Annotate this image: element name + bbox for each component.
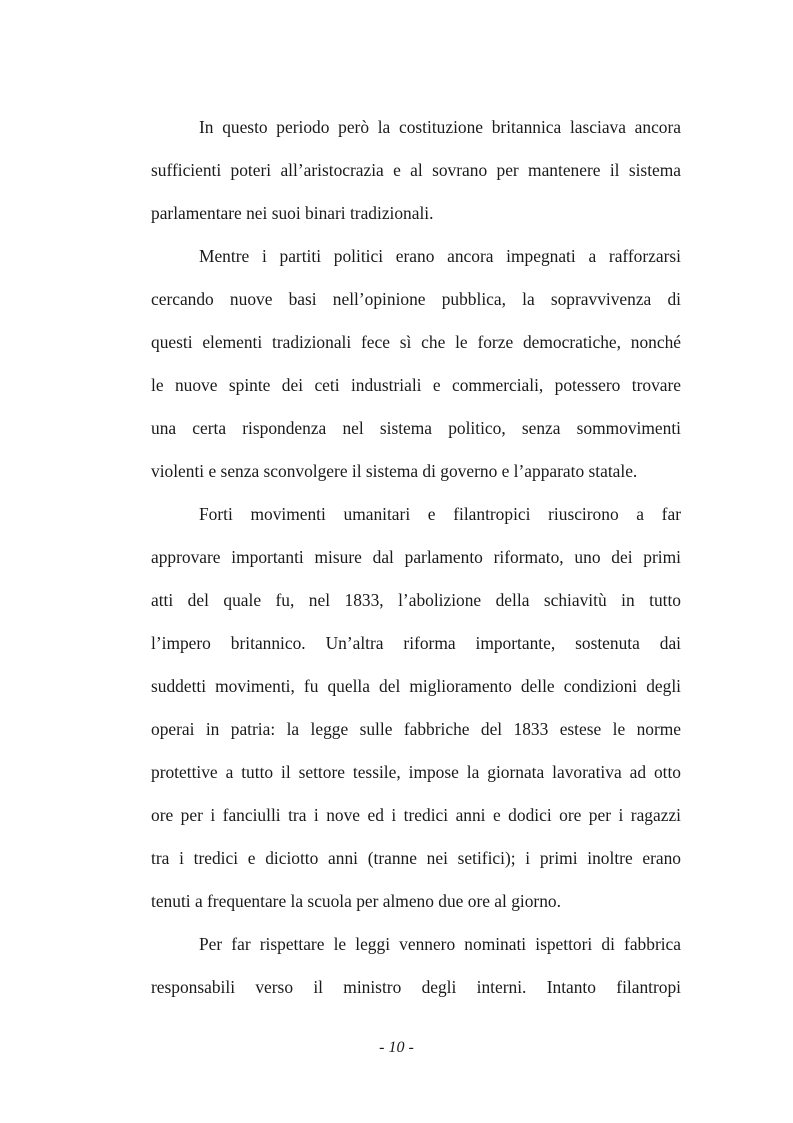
paragraph-3-line-7: protettive a tutto il settore tessile, impose la giornata lavorativa ad otto (151, 762, 681, 782)
paragraph-3-line-8: ore per i fanciulli tra i nove ed i tredici anni e dodici ore per i ragazzi (151, 805, 681, 825)
paragraph-3-line-3: atti del quale fu, nel 1833, l’abolizione della schiavitù in tutto (151, 590, 681, 610)
paragraph-2-line-3: questi elementi tradizionali fece sì che le forze democratiche, nonché (151, 332, 681, 352)
paragraph-2-line-2: cercando nuove basi nell’opinione pubblica, la sopravvivenza di (151, 289, 681, 309)
paragraph-2-line-6: violenti e senza sconvolgere il sistema di governo e l’apparato statale. (151, 461, 638, 481)
paragraph-1-line-1: In questo periodo però la costituzione britannica lasciava ancora (199, 117, 681, 137)
paragraph-2-line-5: una certa rispondenza nel sistema politico, senza sommovimenti (151, 418, 681, 438)
page-number: - 10 - (379, 1039, 414, 1056)
paragraph-3-line-6: operai in patria: la legge sulle fabbriche del 1833 estese le norme (151, 719, 681, 739)
paragraph-3-line-4: l’impero britannico. Un’altra riforma importante, sostenuta dai (151, 633, 681, 653)
paragraph-2-line-4: le nuove spinte dei ceti industriali e commerciali, potessero trovare (151, 375, 681, 395)
paragraph-1-line-3: parlamentare nei suoi binari tradizionali. (151, 203, 434, 223)
paragraph-4-line-1: Per far rispettare le leggi vennero nominati ispettori di fabbrica (199, 934, 681, 954)
body-text (151, 112, 681, 1015)
paragraph-4-line-2: responsabili verso il ministro degli interni. Intanto filantropi (151, 977, 681, 997)
paragraph-1-line-2: sufficienti poteri all’aristocrazia e al sovrano per mantenere il sistema (151, 160, 681, 180)
paragraph-3-line-1: Forti movimenti umanitari e filantropici riuscirono a far (199, 504, 681, 524)
paragraph-3-line-5: suddetti movimenti, fu quella del miglioramento delle condizioni degli (151, 676, 681, 696)
paragraph-3-line-2: approvare importanti misure dal parlamento riformato, uno dei primi (151, 547, 681, 567)
paragraph-3-line-10: tenuti a frequentare la scuola per almeno due ore al giorno. (151, 891, 561, 911)
paragraph-3-line-9: tra i tredici e diciotto anni (tranne nei setifici); i primi inoltre erano (151, 848, 681, 868)
paragraph-2-line-1: Mentre i partiti politici erano ancora impegnati a rafforzarsi (199, 246, 681, 266)
